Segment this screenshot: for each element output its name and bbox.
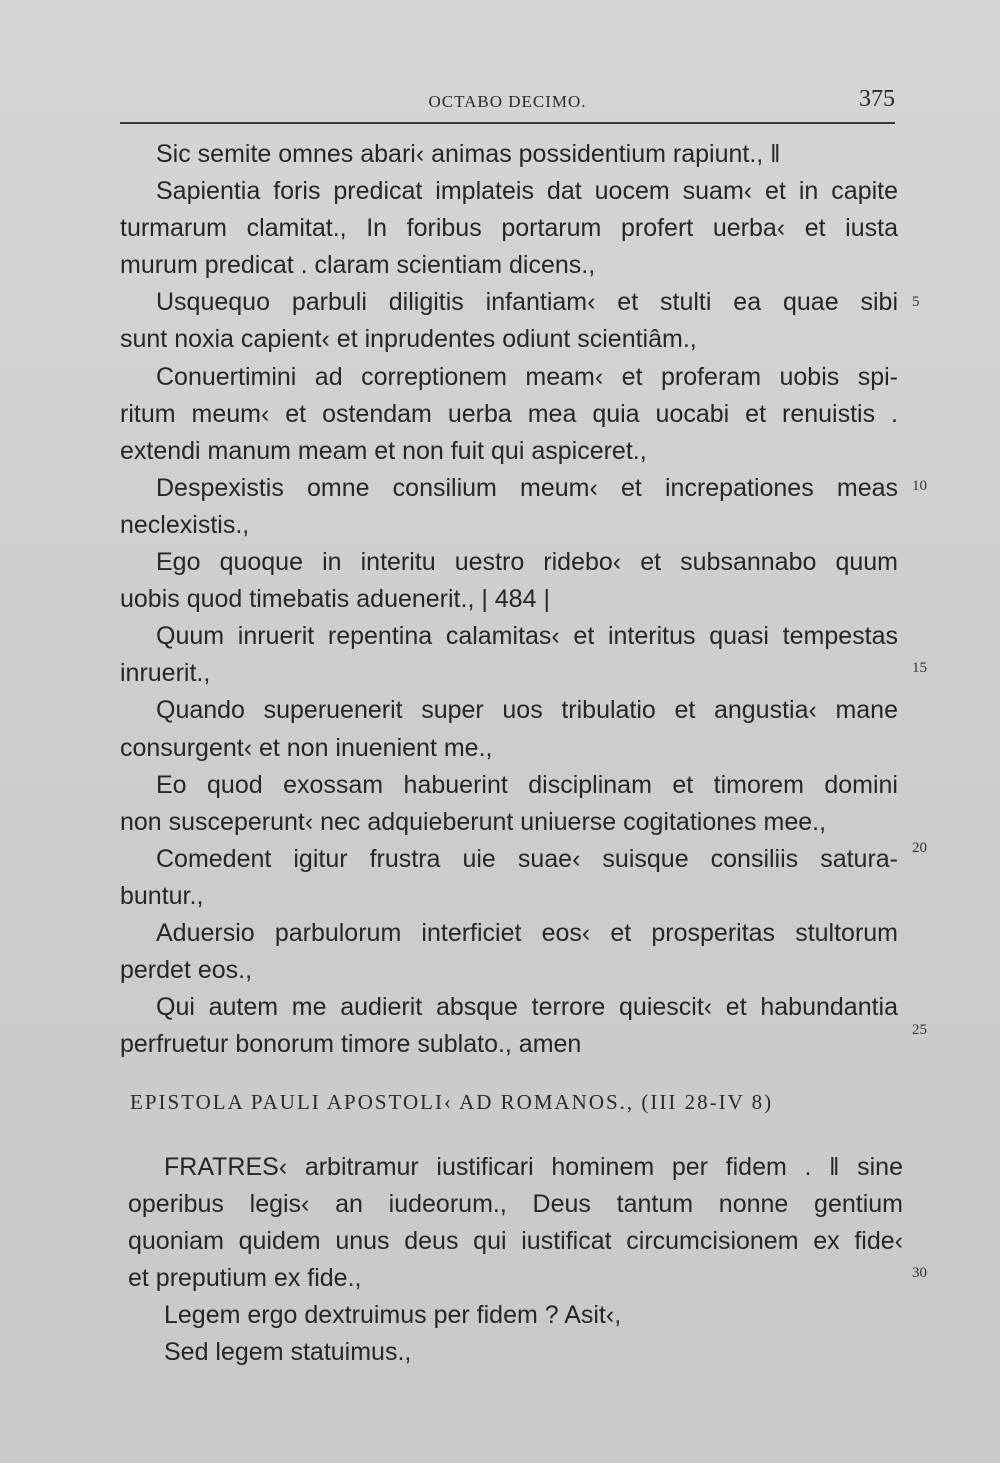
- margin-line-number: 10: [912, 478, 927, 494]
- margin-line-number: 15: [912, 660, 927, 676]
- text-line: Qui autem me audierit absque terrore quiescit‹ et habundantia: [156, 993, 898, 1022]
- text-line: perfruetur bonorum timore sublato., amen: [120, 1030, 582, 1059]
- text-line: Quando superuenerit super uos tribulatio et angustia‹ mane: [156, 696, 898, 725]
- text-line: buntur.,: [120, 881, 204, 910]
- text-line: ritum meum‹ et ostendam uerba mea quia uocabi et renuistis .: [120, 399, 898, 428]
- text-line: neclexistis.,: [120, 510, 250, 539]
- running-title: OCTABO DECIMO.: [428, 92, 587, 111]
- text-line: non susceperunt‹ nec adquieberunt uniuerse cogitationes mee.,: [120, 807, 827, 836]
- text-line: Sic semite omnes abari‹ animas possidentium rapiunt., ‖: [156, 140, 781, 168]
- text-line: turmarum clamitat., In foribus portarum profert uerba‹ et iusta: [120, 214, 898, 243]
- text-line: Sed legem statuimus.,: [164, 1338, 412, 1367]
- text-line: Quum inruerit repentina calamitas‹ et interitus quasi tempestas: [156, 622, 898, 651]
- text-line: Sapientia foris predicat implateis dat uocem suam‹ et in capite: [156, 177, 898, 206]
- text-line: murum predicat . claram scientiam dicens.,: [120, 251, 596, 280]
- text-line: sunt noxia capient‹ et inprudentes odiunt scientiâm.,: [120, 325, 697, 354]
- running-head: [120, 86, 895, 124]
- text-line: Eo quod exossam habuerint disciplinam et timorem domini: [156, 770, 898, 799]
- text-line: et preputium ex fide.,: [128, 1264, 362, 1293]
- text-line: Ego quoque in interitu uestro ridebo‹ et subsannabo quum: [156, 548, 898, 577]
- text-line: Aduersio parbulorum interficiet eos‹ et prosperitas stultorum: [156, 918, 898, 947]
- text-line: uobis quod timebatis aduenerit., | 484 |: [120, 585, 550, 614]
- text-line: inruerit.,: [120, 659, 211, 688]
- text-line: operibus legis‹ an iudeorum., Deus tantum nonne gentium: [128, 1190, 903, 1219]
- text-line: perdet eos.,: [120, 956, 253, 985]
- text-line: Conuertimini ad correptionem meam‹ et proferam uobis spi-: [156, 362, 898, 391]
- page-number: 375: [859, 86, 895, 112]
- main-text-block: [120, 136, 898, 1063]
- text-line: Comedent igitur frustra uie suae‹ suisque consiliis satura-: [156, 844, 898, 873]
- margin-line-number: 20: [912, 840, 927, 856]
- text-line: FRATRES‹ arbitramur iustificari hominem per fidem . ‖ sine: [164, 1153, 903, 1181]
- text-line: consurgent‹ et non inuenient me.,: [120, 733, 493, 762]
- text-line: Usquequo parbuli diligitis infantiam‹ et stulti ea quae sibi: [156, 288, 898, 317]
- text-line: quoniam quidem unus deus qui iustificat circumcisionem ex fide‹: [128, 1227, 903, 1256]
- margin-line-number: 25: [912, 1022, 927, 1038]
- margin-line-number: 30: [912, 1265, 927, 1281]
- section-heading: EPISTOLA PAULI APOSTOLI‹ AD ROMANOS., (III 28-IV 8): [130, 1090, 774, 1114]
- margin-line-number: 5: [912, 294, 920, 310]
- text-line: Despexistis omne consilium meum‹ et increpationes meas: [156, 473, 898, 502]
- text-line: extendi manum meam et non fuit qui aspiceret.,: [120, 436, 647, 465]
- text-line: Legem ergo dextruimus per fidem ? Asit‹,: [164, 1301, 622, 1330]
- epistle-text-block: [128, 1149, 903, 1372]
